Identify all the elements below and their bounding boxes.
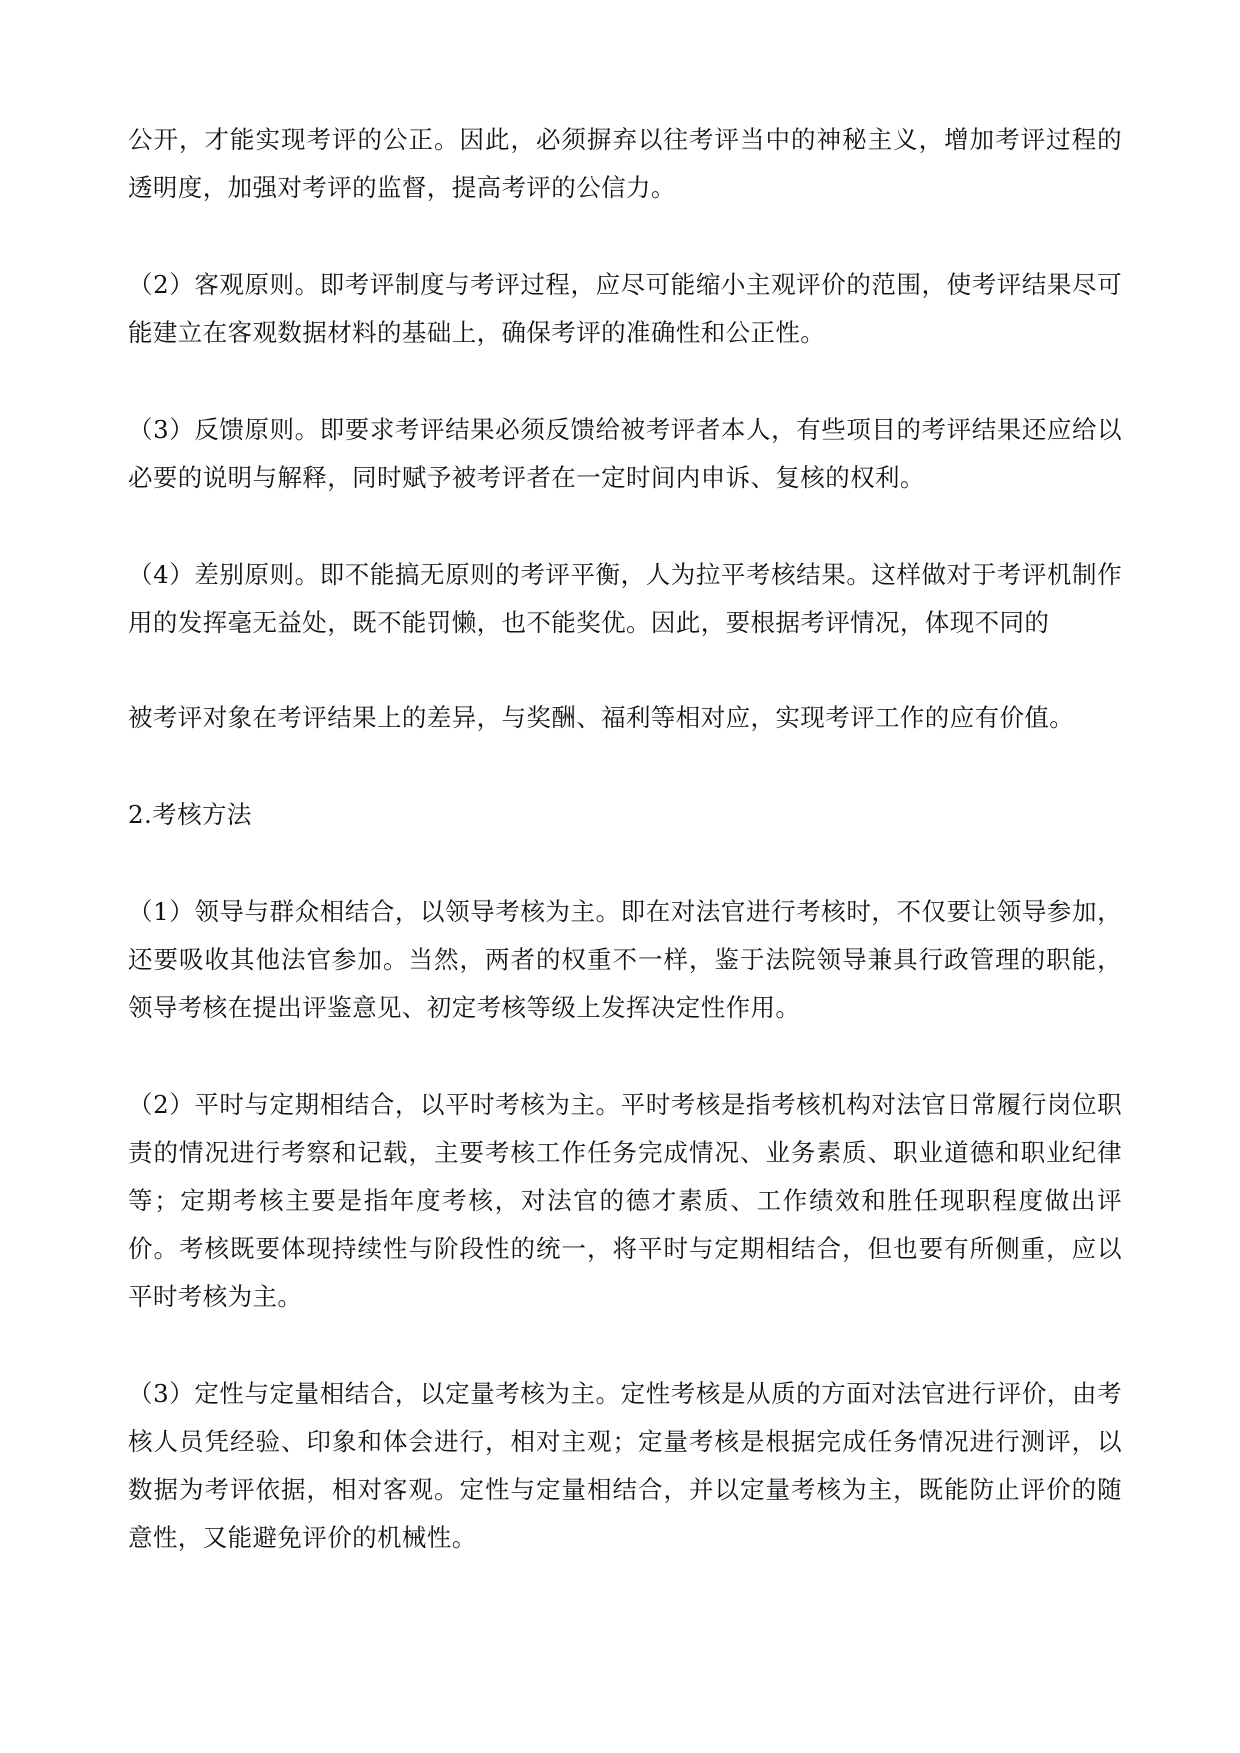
section-heading-assessment-methods: 2.考核方法 [128,800,252,829]
paragraph-difference-principle: （4）差别原则。即不能搞无原则的考评平衡，人为拉平考核结果。这样做对于考评机制作用的发挥毫无益处，既不能罚懒，也不能奖优。因此，要根据考评情况，体现不同的 [128,560,1122,637]
paragraph-objective-principle: （2）客观原则。即考评制度与考评过程，应尽可能缩小主观评价的范围，使考评结果尽可能建立在客观数据材料的基础上，确保考评的准确性和公正性。 [128,270,1122,347]
paragraph-feedback-principle: （3）反馈原则。即要求考评结果必须反馈给被考评者本人，有些项目的考评结果还应给以必要的说明与解释，同时赋予被考评者在一定时间内申诉、复核的权利。 [128,415,1122,492]
paragraph-method-qualitative-quantitative: （3）定性与定量相结合，以定量考核为主。定性考核是从质的方面对法官进行评价，由考核人员凭经验、印象和体会进行，相对主观；定量考核是根据完成任务情况进行测评，以数据为考评依据，相对客观。定性与定量相结合，并以定量考核为主，既能防止评价的随意性，又能避免评价的机械性。 [128,1379,1122,1552]
paragraph-difference-continued: 被考评对象在考评结果上的差异，与奖酬、福利等相对应，实现考评工作的应有价值。 [128,703,1075,732]
paragraph-openness: 公开，才能实现考评的公正。因此，必须摒弃以往考评当中的神秘主义，增加考评过程的透明度，加强对考评的监督，提高考评的公信力。 [128,125,1122,202]
paragraph-method-routine-periodic: （2）平时与定期相结合，以平时考核为主。平时考核是指考核机构对法官日常履行岗位职责的情况进行考察和记载，主要考核工作任务完成情况、业务素质、职业道德和职业纪律等；定期考核主要是指年度考核，对法官的德才素质、工作绩效和胜任现职程度做出评价。考核既要体现持续性与阶段性的统一，将平时与定期相结合，但也要有所侧重，应以平时考核为主。 [128,1090,1122,1311]
paragraph-method-leaders-masses: （1）领导与群众相结合，以领导考核为主。即在对法官进行考核时，不仅要让领导参加，还要吸收其他法官参加。当然，两者的权重不一样，鉴于法院领导兼具行政管理的职能，领导考核在提出评鉴意见、初定考核等级上发挥决定性作用。 [128,897,1122,1022]
